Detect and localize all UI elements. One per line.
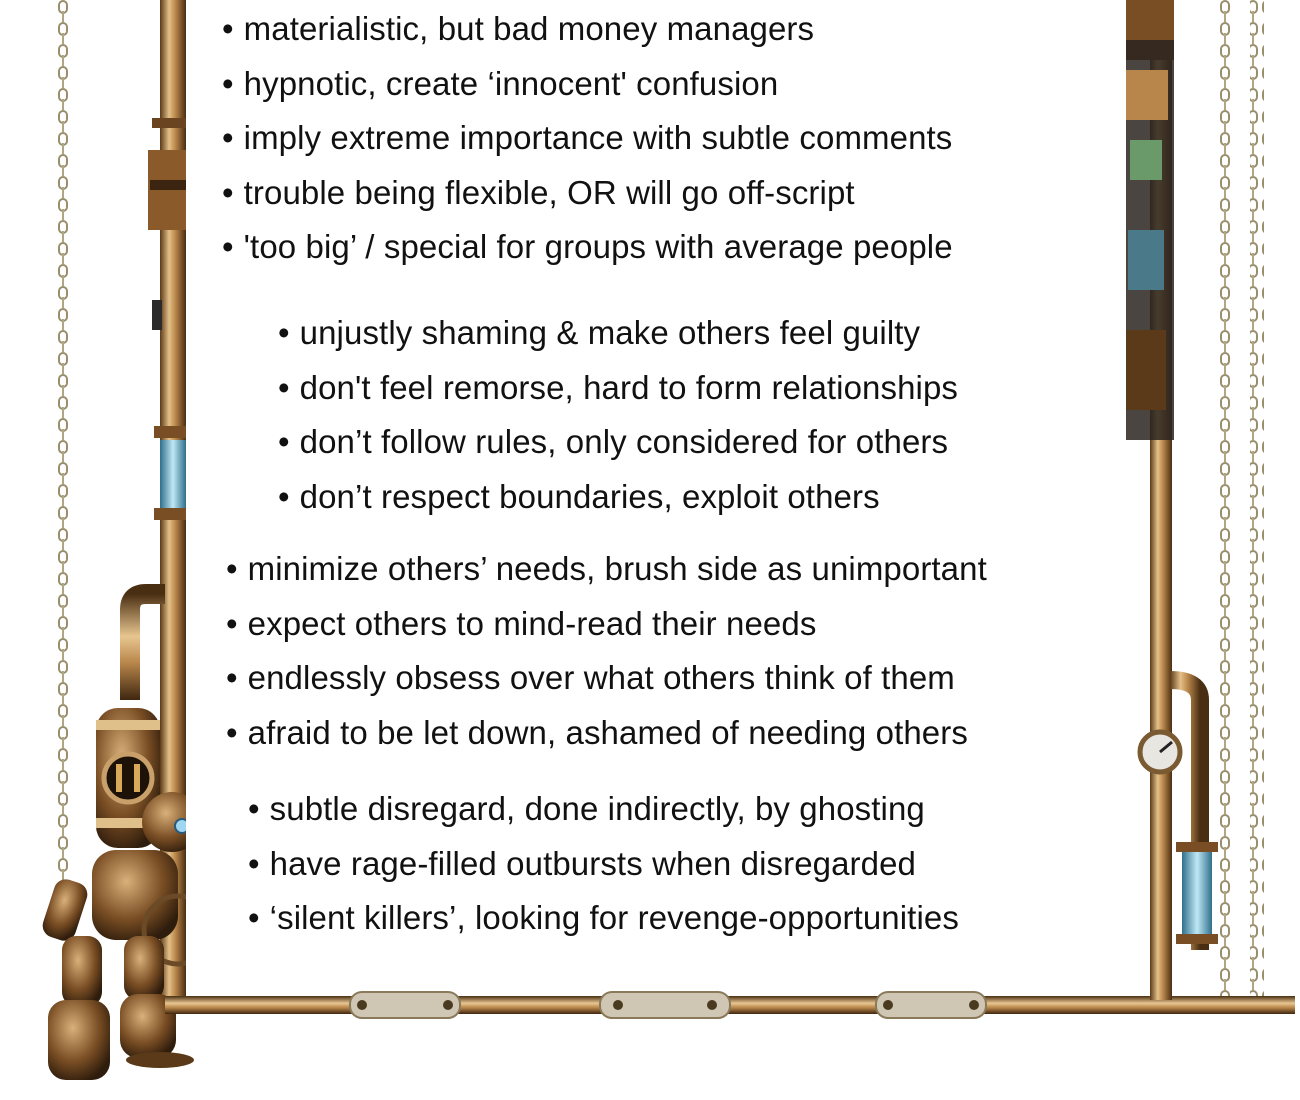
- list-item: [248, 782, 959, 837]
- list-item-text: 'too big’ / special for groups with average people: [243, 228, 953, 266]
- list-item-text: have rage-filled outbursts when disregarded: [269, 844, 917, 882]
- list-item: [226, 706, 987, 761]
- list-item-text: afraid to be let down, ashamed of needing others: [247, 713, 968, 751]
- bullet-icon: •: [226, 550, 238, 587]
- bullet-icon: •: [248, 790, 260, 827]
- list-item: [222, 2, 953, 57]
- list-item: [222, 111, 953, 166]
- list-item-text: minimize others’ needs, brush side as unimportant: [247, 550, 987, 587]
- list-item: [222, 57, 953, 112]
- right-pipe: [1118, 0, 1218, 1000]
- list-item: [226, 542, 987, 597]
- list-item-text: don't feel remorse, hard to form relationships: [299, 368, 959, 406]
- list-item: [248, 891, 959, 946]
- trait-list-group-2: [278, 306, 958, 524]
- list-item-text: hypnotic, create ‘innocent' confusion: [243, 64, 779, 102]
- list-item-text: trouble being flexible, OR will go off-script: [243, 173, 855, 211]
- bullet-icon: •: [278, 477, 290, 515]
- list-item-text: expect others to mind-read their needs: [247, 604, 817, 642]
- bullet-icon: •: [248, 899, 260, 937]
- trait-list-group-3: [226, 542, 987, 760]
- bullet-icon: •: [278, 314, 290, 351]
- list-item: [248, 837, 959, 892]
- bullet-icon: •: [226, 659, 238, 697]
- list-item-text: imply extreme importance with subtle comments: [243, 119, 953, 157]
- bullet-icon: •: [222, 119, 234, 157]
- bullet-icon: •: [226, 604, 238, 642]
- bullet-icon: •: [222, 228, 234, 266]
- bullet-icon: •: [222, 10, 234, 47]
- list-item-text: subtle disregard, done indirectly, by ghosting: [269, 790, 925, 827]
- bullet-icon: •: [248, 844, 260, 882]
- list-item: [278, 415, 958, 470]
- list-item: [226, 651, 987, 706]
- list-item-text: don’t follow rules, only considered for others: [299, 423, 949, 461]
- bullet-icon: •: [278, 368, 290, 406]
- list-item-text: endlessly obsess over what others think of them: [247, 659, 955, 697]
- bullet-icon: •: [222, 64, 234, 102]
- bullet-icon: •: [226, 713, 238, 751]
- bottom-pipe: [165, 992, 1295, 1018]
- list-item: [222, 166, 953, 221]
- bullet-icon: •: [222, 173, 234, 211]
- list-item-text: don’t respect boundaries, exploit others: [299, 477, 880, 515]
- list-item: [278, 306, 958, 361]
- list-item: [226, 597, 987, 652]
- trait-list-group-4: [248, 782, 959, 946]
- bullet-icon: •: [278, 423, 290, 461]
- list-item: [222, 220, 953, 275]
- list-item: [278, 361, 958, 416]
- trait-list-group-1: [222, 2, 953, 275]
- list-item-text: unjustly shaming & make others feel guilty: [299, 314, 921, 351]
- list-item-text: ‘silent killers’, looking for revenge-opportunities: [269, 899, 959, 937]
- list-item-text: materialistic, but bad money managers: [243, 10, 815, 47]
- list-item: [278, 470, 958, 525]
